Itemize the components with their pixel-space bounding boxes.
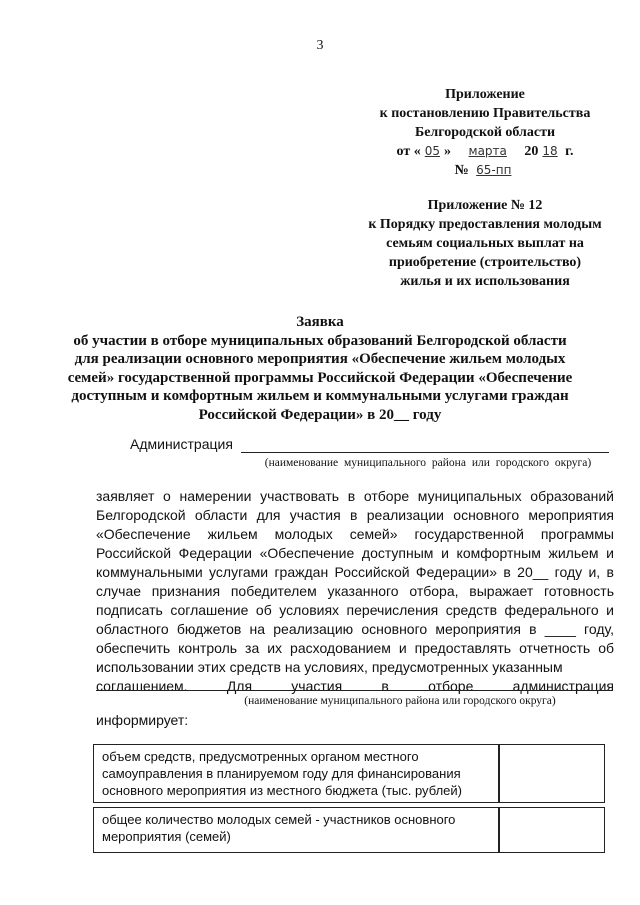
- appendix-government-resolution: [350, 85, 620, 180]
- appendix-line: жилья и их использования: [400, 274, 570, 289]
- statement-last-line: соглашением. Для участия в отборе администрация: [96, 678, 614, 694]
- administration-blank-line[interactable]: [241, 452, 609, 453]
- appendix-line: к Порядку предоставления молодым: [368, 217, 602, 232]
- appendix-line: приобретение (строительство): [388, 255, 582, 270]
- municipality-caption: (наименование муниципального района или городского округа): [244, 695, 556, 707]
- date-month: марта: [468, 144, 507, 158]
- table-cell-question: общее количество молодых семей - участников основного мероприятия (семей): [93, 807, 499, 853]
- title-line: Российской Федерации» в 20__ году: [198, 406, 442, 423]
- info-table: [93, 744, 605, 853]
- appendix-line: семьям социальных выплат на: [386, 236, 584, 251]
- document-title: [60, 313, 580, 424]
- administration-caption: (наименование муниципального района или городского округа): [264, 457, 592, 469]
- appendix-line: Белгородской области: [414, 125, 556, 140]
- table-row: [93, 744, 605, 803]
- table-cell-question: объем средств, предусмотренных органом местного самоуправления в планируемом году для финансирования основного мероприятия из местного бюджета (тыс. рублей): [93, 744, 499, 803]
- appendix-date: от « 05 » марта 20 18 г.: [396, 144, 574, 159]
- statement-body: [96, 487, 614, 696]
- table-cell-answer[interactable]: [499, 807, 605, 853]
- resolution-number: 65-пп: [476, 163, 512, 177]
- page-number: 3: [316, 38, 324, 53]
- title-line: доступным и комфортным жильем и коммунальными услугами граждан: [71, 388, 569, 404]
- date-day: 05: [424, 144, 441, 158]
- title-line: об участии в отборе муниципальных образований Белгородской области: [73, 332, 567, 349]
- administration-label: Администрация: [130, 436, 233, 452]
- appendix-12: [350, 196, 620, 291]
- appendix-title: Приложение № 12: [427, 198, 543, 213]
- administration-field: [130, 436, 610, 452]
- title-line: для реализации основного мероприятия «Обеспечение жильем молодых: [74, 351, 566, 367]
- statement-paragraph: заявляет о намерении участвовать в отборе муниципальных образований Белгородской области для участия в реализации основного мероприятия «Обеспечение жильем молодых семей» государственной программы Российской Федерации «Обеспечение доступным и комфортным жильем и коммунальными услугами граждан Российской Федерации» в 20__ году и, в случае признания победителем указанного отбора, выражает готовность подписать соглашение об условиях перечисления средств федерального и областного бюджетов на реализацию основного мероприятия в ____ году, обеспечить контроль за их расходованием и предоставлять отчетность об использовании этих средств на условиях, предусмотренных указанным: [96, 488, 614, 675]
- appendix-line: к постановлению Правительства: [379, 106, 591, 121]
- title-line: семей» государственной программы Российской Федерации «Обеспечение: [67, 369, 573, 386]
- municipality-blank-line[interactable]: [96, 690, 613, 691]
- title-heading: Заявка: [296, 314, 344, 330]
- table-row: [93, 807, 605, 853]
- appendix-number: № 65-пп: [350, 161, 620, 180]
- informs-label: информирует:: [96, 712, 189, 728]
- date-year: 18: [542, 144, 558, 158]
- appendix-title: Приложение: [445, 87, 525, 102]
- table-cell-answer[interactable]: [499, 744, 605, 803]
